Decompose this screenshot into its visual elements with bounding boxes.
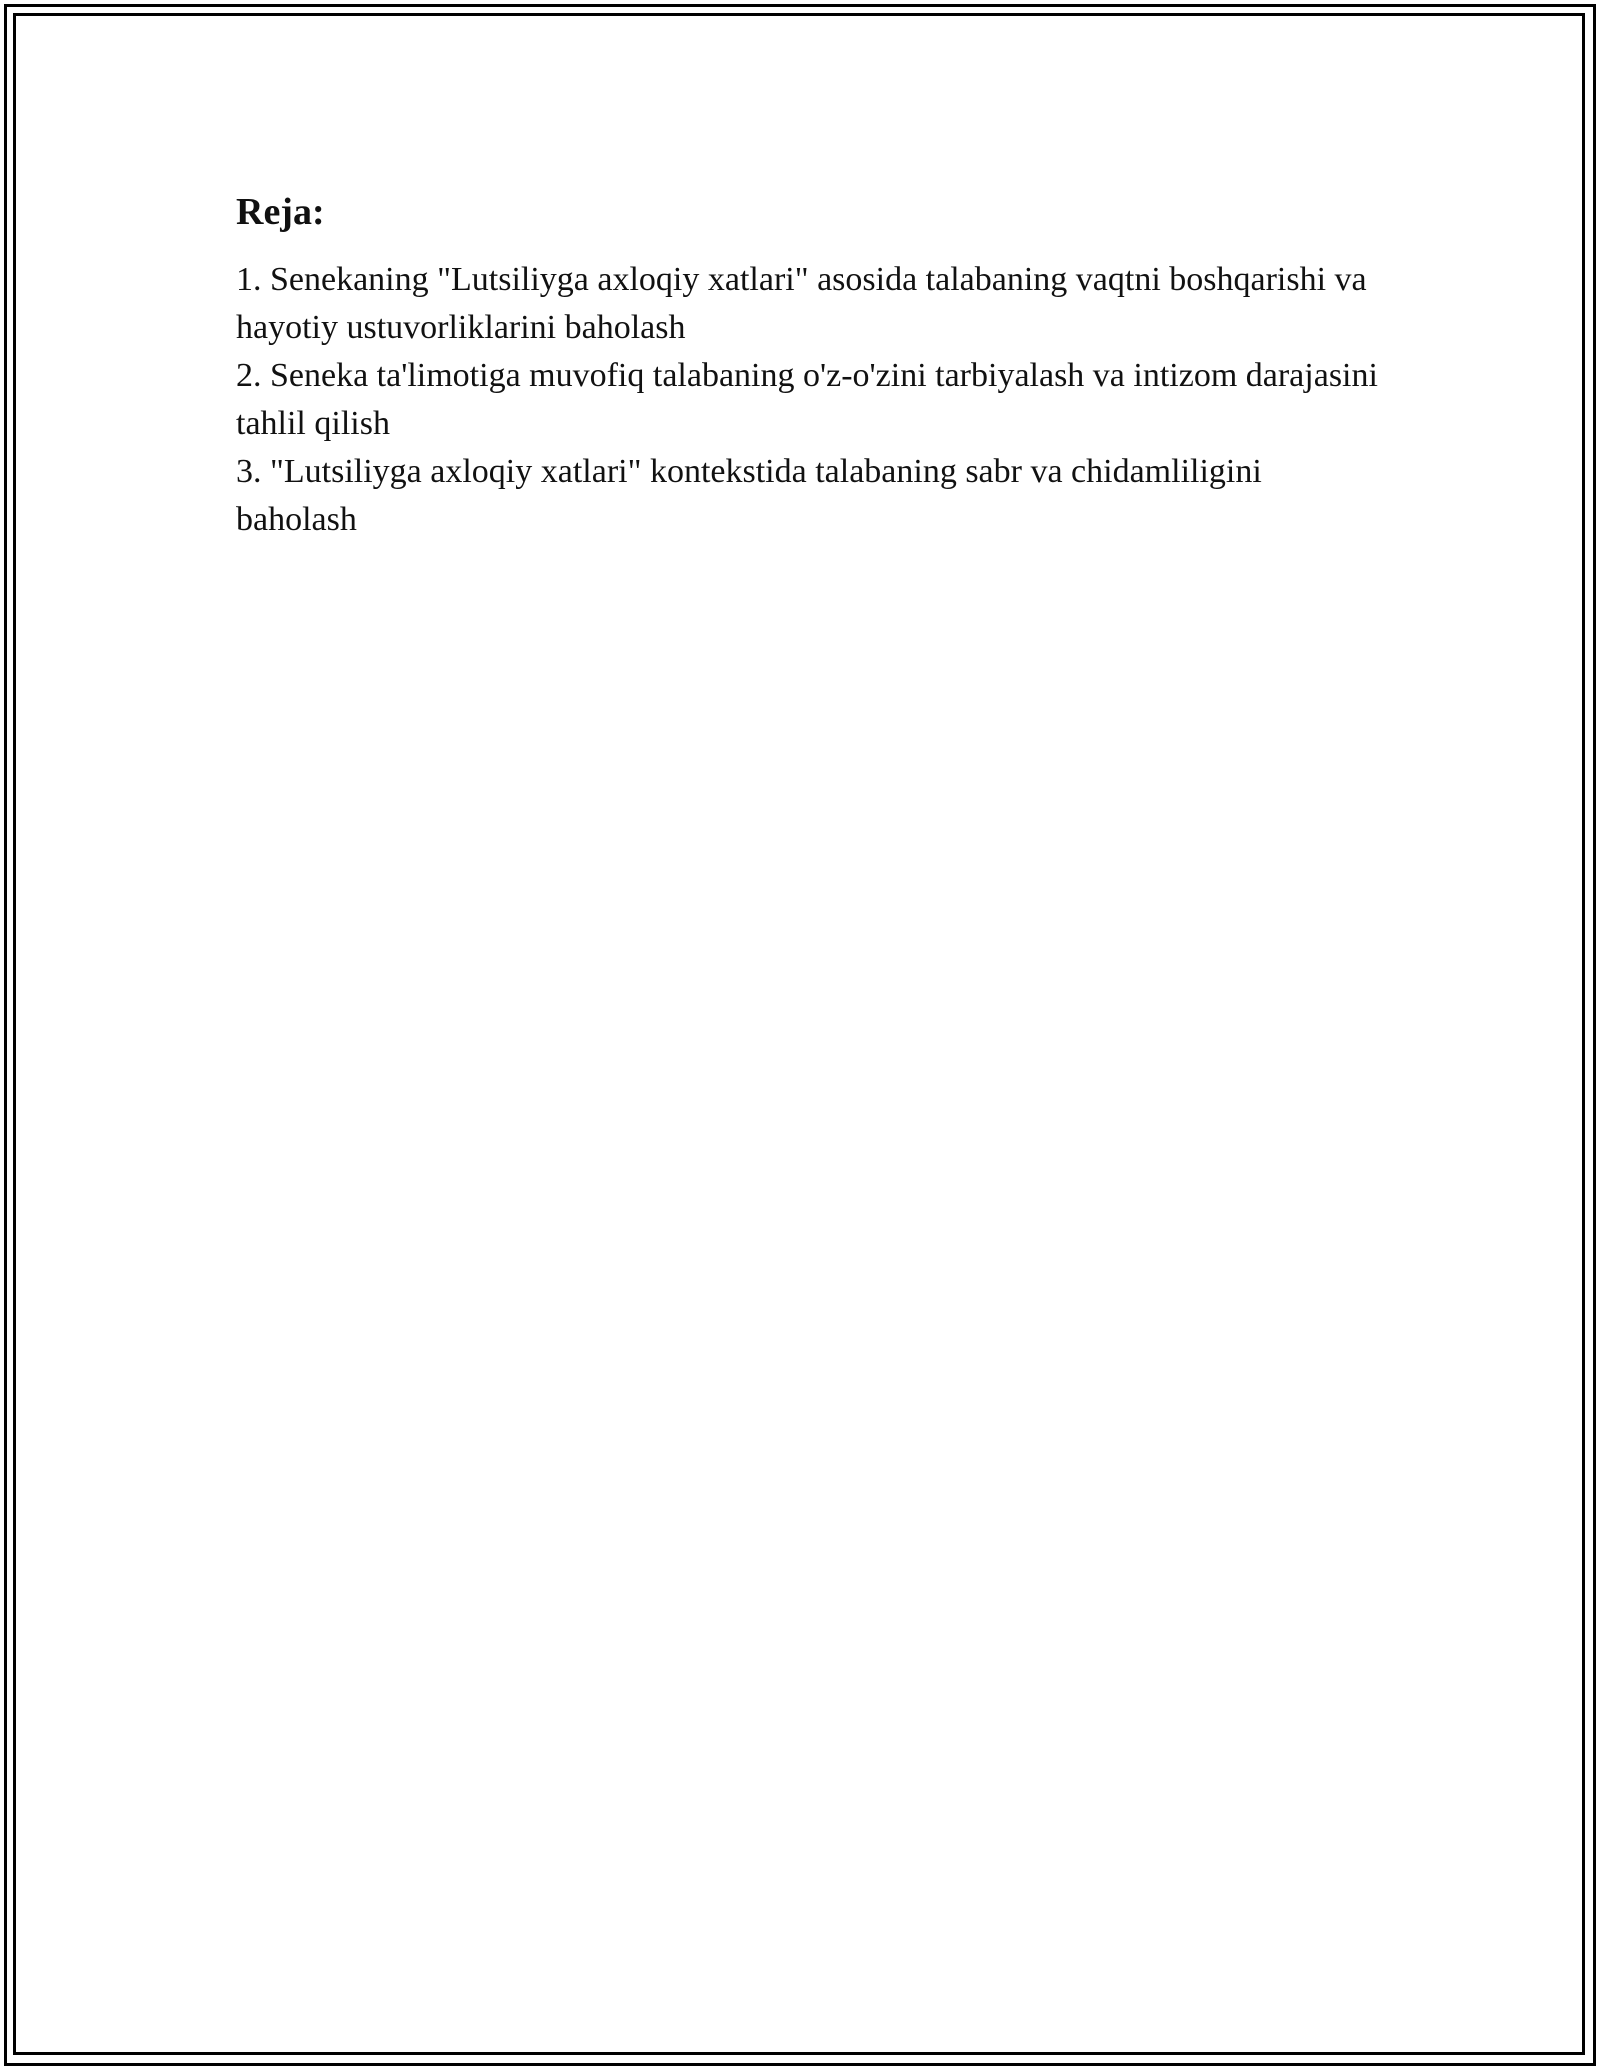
document-content [236, 182, 1386, 544]
plan-item-3: 3. "Lutsiliyga axloqiy xatlari" kontekstida talabaning sabr va chidamliligini baholash [236, 453, 1262, 538]
plan-item-2: 2. Seneka ta'limotiga muvofiq talabaning o'z-o'zini tarbiyalash va intizom darajasini tahlil qilish [236, 357, 1378, 442]
plan-item-1: 1. Senekaning "Lutsiliyga axloqiy xatlari" asosida talabaning vaqtni boshqarishi va hayotiy ustuvorliklarini baholash [236, 261, 1367, 346]
plan-list [236, 256, 1386, 544]
plan-heading: Reja: [236, 191, 325, 233]
